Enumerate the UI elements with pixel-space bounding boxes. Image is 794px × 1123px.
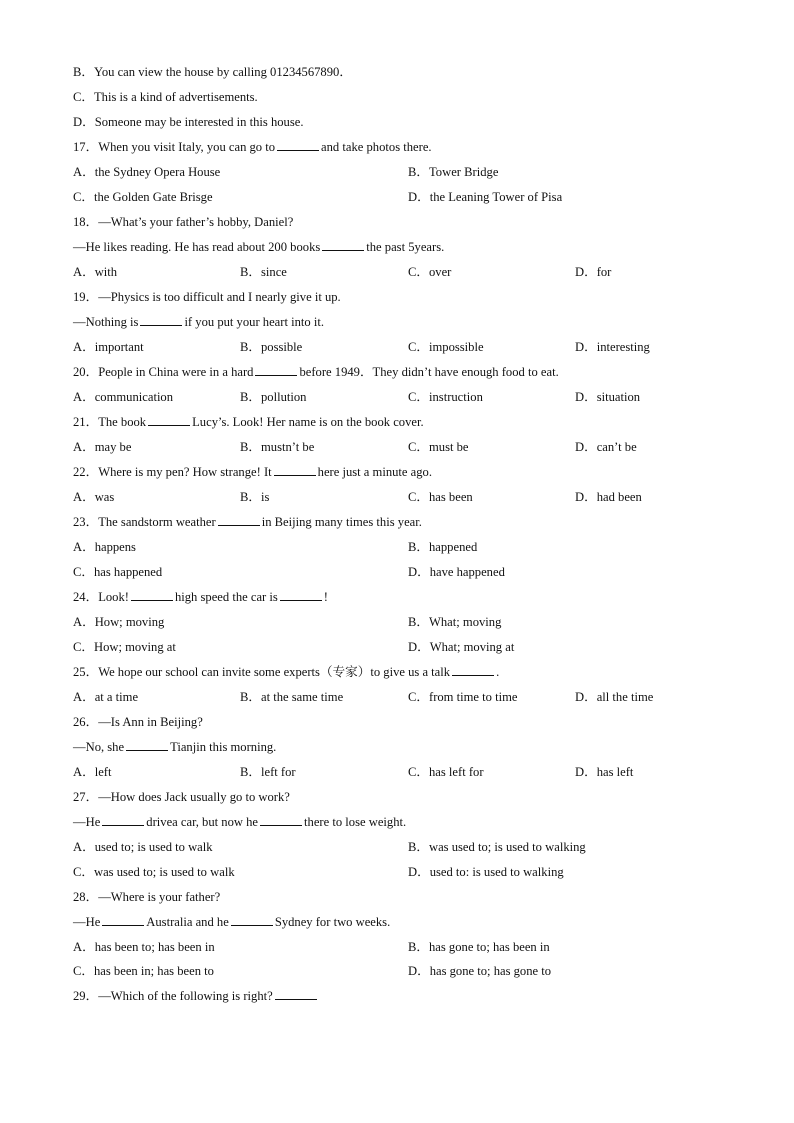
q23-option-d: D．have happened (408, 565, 505, 579)
q18-line2: —He likes reading. He has read about 200 books the past 5years. (73, 240, 445, 254)
q16-option-c: C．This is a kind of advertisements. (73, 90, 258, 104)
answer-blank (255, 363, 297, 376)
q21-option-d: D．can’t be (575, 440, 637, 454)
answer-blank (102, 913, 144, 926)
q19-line2: —Nothing is if you put your heart into it. (73, 315, 324, 329)
q26-option-b: B．left for (240, 765, 296, 779)
q20-stem: 20．People in China were in a hard before 1949．They didn’t have enough food to eat. (73, 365, 559, 379)
q26-stem: 26．—Is Ann in Beijing? (73, 715, 203, 729)
q19-option-d: D．interesting (575, 340, 650, 354)
q24-option-a: A．How; moving (73, 615, 165, 629)
answer-blank (231, 913, 273, 926)
q23-stem: 23．The sandstorm weather in Beijing many times this year. (73, 515, 422, 529)
q28-option-c: C．has been in; has been to (73, 964, 214, 978)
q20-option-a: A．communication (73, 390, 174, 404)
answer-blank (274, 463, 316, 476)
q27-line2: —He drivea car, but now he there to lose weight. (73, 815, 407, 829)
answer-blank (452, 663, 494, 676)
q25-option-d: D．all the time (575, 690, 654, 704)
q27-option-c: C．was used to; is used to walk (73, 865, 235, 879)
answer-blank (218, 513, 260, 526)
q24-option-d: D．What; moving at (408, 640, 515, 654)
q17-option-c: C．the Golden Gate Brisge (73, 190, 213, 204)
q18-option-d: D．for (575, 265, 612, 279)
q27-option-b: B．was used to; is used to walking (408, 840, 586, 854)
q28-option-b: B．has gone to; has been in (408, 940, 550, 954)
q24-option-c: C．How; moving at (73, 640, 176, 654)
q25-stem: 25．We hope our school can invite some experts（专家）to give us a talk . (73, 665, 500, 679)
q17-option-d: D．the Leaning Tower of Pisa (408, 190, 563, 204)
q28-option-d: D．has gone to; has gone to (408, 964, 552, 978)
q21-option-a: A．may be (73, 440, 132, 454)
q20-option-b: B．pollution (240, 390, 307, 404)
q25-option-a: A．at a time (73, 690, 139, 704)
q29-stem: 29．—Which of the following is right? (73, 984, 319, 1009)
q18-option-a: A．with (73, 265, 118, 279)
q19-stem: 19．—Physics is too difficult and I nearly give it up. (73, 290, 341, 304)
q19-option-a: A．important (73, 340, 144, 354)
q19-option-c: C．impossible (408, 340, 484, 354)
answer-blank (131, 588, 173, 601)
answer-blank (280, 588, 322, 601)
q20-option-d: D．situation (575, 390, 641, 404)
q28-option-a: A．has been to; has been in (73, 940, 215, 954)
q22-option-c: C．has been (408, 490, 473, 504)
q18-option-b: B．since (240, 265, 287, 279)
q27-stem: 27．—How does Jack usually go to work? (73, 790, 290, 804)
answer-blank (126, 738, 168, 751)
q25-option-c: C．from time to time (408, 690, 518, 704)
answer-blank (322, 238, 364, 251)
q18-stem: 18．—What’s your father’s hobby, Daniel? (73, 215, 294, 229)
q24-option-b: B．What; moving (408, 615, 502, 629)
q21-option-c: C．must be (408, 440, 469, 454)
answer-blank (260, 813, 302, 826)
answer-blank (148, 413, 190, 426)
q27-option-d: D．used to: is used to walking (408, 865, 564, 879)
answer-blank (102, 813, 144, 826)
q26-option-c: C．has left for (408, 765, 484, 779)
q17-option-a: A．the Sydney Opera House (73, 165, 221, 179)
q21-option-b: B．mustn’t be (240, 440, 315, 454)
q26-option-d: D．has left (575, 765, 634, 779)
q23-option-c: C．has happened (73, 565, 163, 579)
q22-stem: 22．Where is my pen? How strange! It here just a minute ago. (73, 465, 432, 479)
q27-option-a: A．used to; is used to walk (73, 840, 213, 854)
q23-option-a: A．happens (73, 540, 136, 554)
q23-option-b: B．happened (408, 540, 478, 554)
q16-option-d: D．Someone may be interested in this house. (73, 115, 304, 129)
q17-stem: 17．When you visit Italy, you can go to and take photos there. (73, 140, 432, 154)
q25-option-b: B．at the same time (240, 690, 344, 704)
q26-option-a: A．left (73, 765, 112, 779)
q19-option-b: B．possible (240, 340, 303, 354)
q20-option-c: C．instruction (408, 390, 483, 404)
answer-blank (140, 313, 182, 326)
q17-option-b: B．Tower Bridge (408, 165, 499, 179)
answer-blank (277, 138, 319, 151)
q21-stem: 21．The book Lucy’s. Look! Her name is on the book cover. (73, 415, 424, 429)
q22-option-d: D．had been (575, 490, 642, 504)
q26-line2: —No, she Tianjin this morning. (73, 740, 277, 754)
q18-option-c: C．over (408, 265, 452, 279)
q16-option-b: B．You can view the house by calling 01234567890． (73, 65, 352, 79)
q28-stem: 28．—Where is your father? (73, 890, 221, 904)
answer-blank (275, 987, 317, 1000)
q24-stem: 24．Look! high speed the car is ! (73, 590, 328, 604)
q22-option-a: A．was (73, 490, 115, 504)
q28-line2: —He Australia and he Sydney for two weeks. (73, 915, 391, 929)
q22-option-b: B．is (240, 490, 270, 504)
